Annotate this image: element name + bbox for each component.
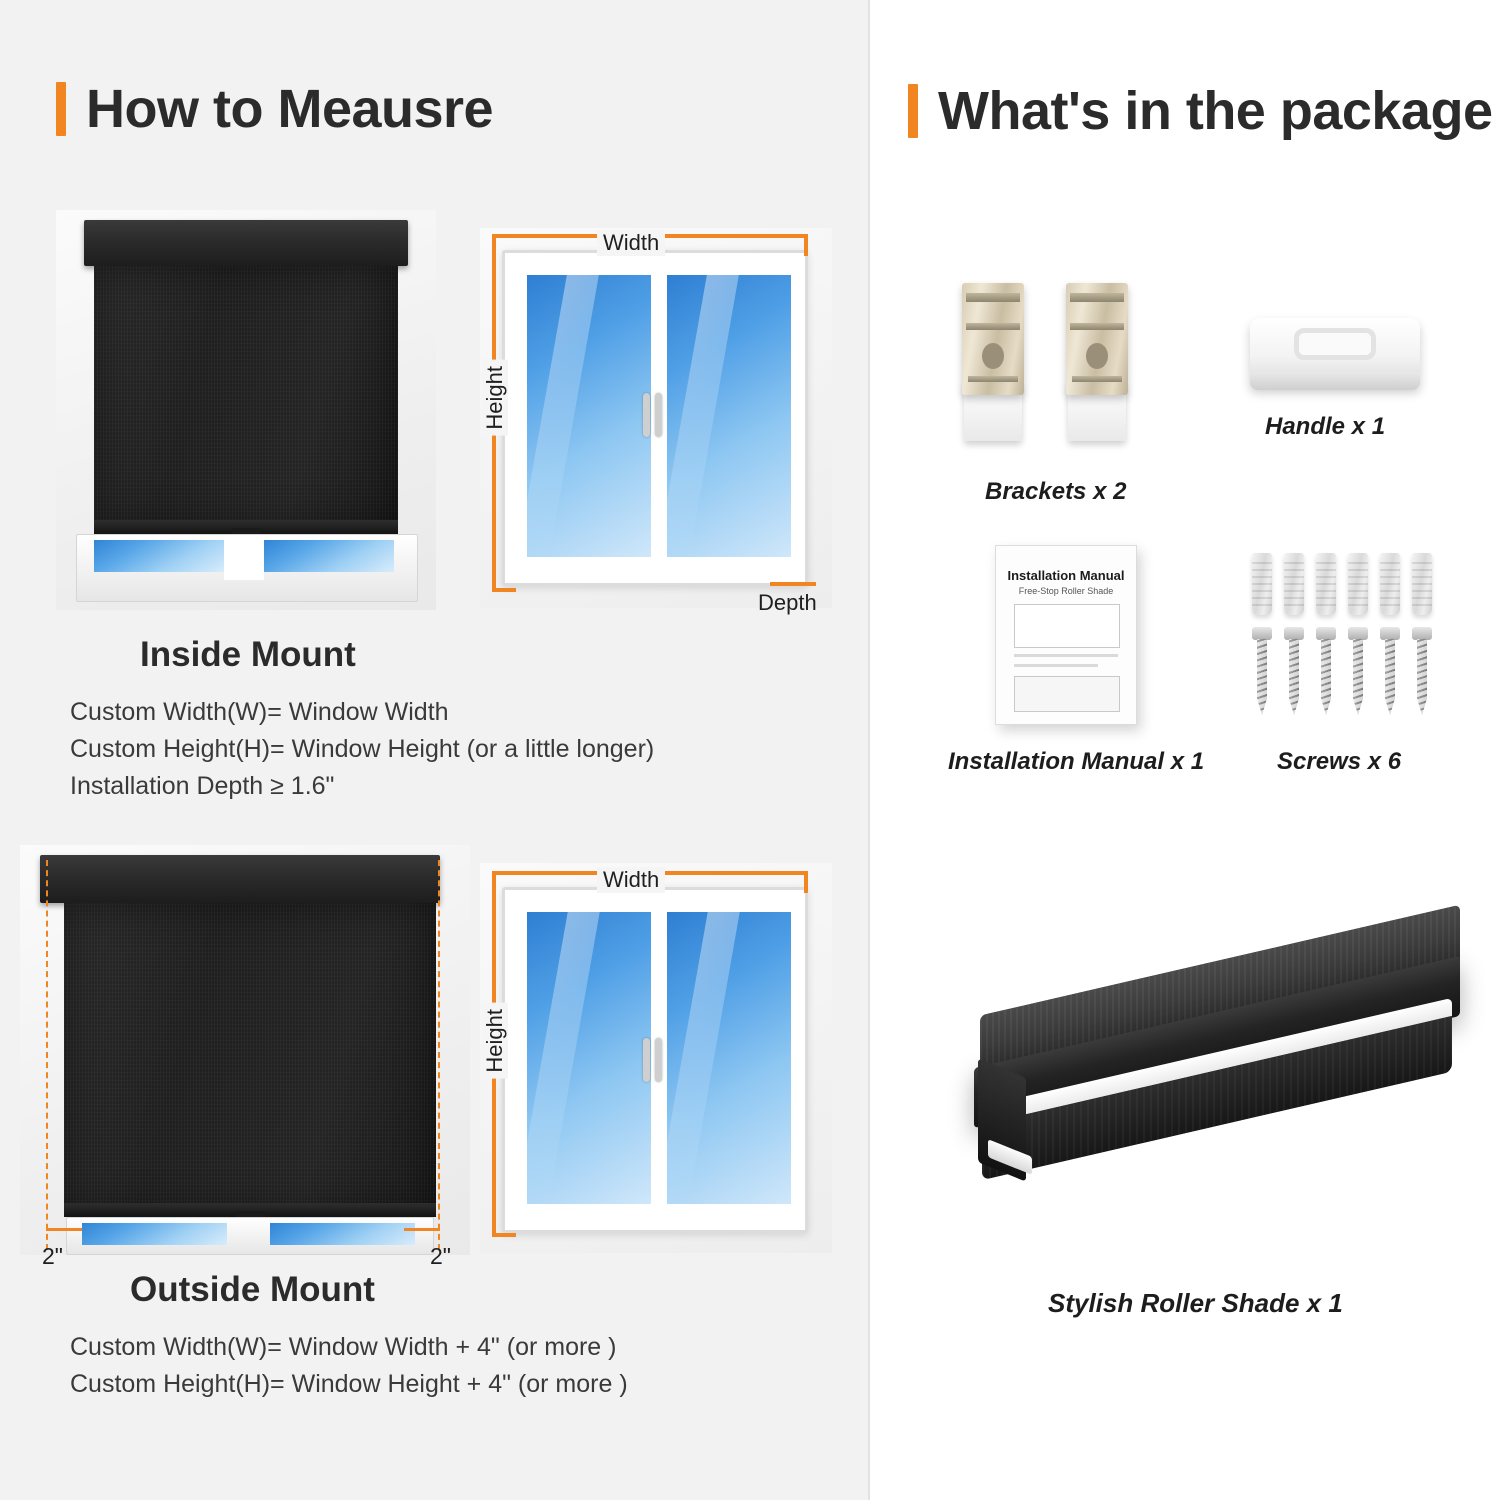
outside-shade-fabric [64,903,436,1213]
screws-illustration [1248,545,1438,725]
right-extension-guide [438,860,440,1250]
inside-valance [84,220,408,266]
brackets-illustration [950,275,1180,450]
width-label-outside: Width [597,867,665,893]
inside-mount-photo [56,210,436,610]
manual-subtitle: Free-Stop Roller Shade [1018,586,1114,596]
package-title: What's in the package [938,81,1493,141]
screws-label: Screws x 6 [1277,748,1402,775]
brackets-label: Brackets x 2 [985,478,1127,505]
inside-mount-line-1: Custom Width(W)= Window Width [70,698,449,726]
window-sash-left-outside [517,902,661,1214]
height-label: Height [482,360,508,436]
manual-label: Installation Manual x 1 [948,748,1205,775]
window-frame [502,250,808,586]
outside-mount-diagram [470,845,840,1255]
left-extension-label: 2" [42,1243,63,1269]
outside-mount-line-2: Custom Height(H)= Window Height + 4" (or more ) [70,1370,628,1398]
window-handle-right-icon [655,393,662,437]
window-handle-right-outside-icon [655,1038,662,1082]
package-heading [908,80,1492,142]
inside-mount-line-2: Custom Height(H)= Window Height (or a little longer) [70,735,655,763]
window-sash-left [517,265,661,567]
inside-mount-diagram [470,210,840,615]
window-handle-left-icon [643,393,650,437]
window-sash-right-outside [657,902,801,1214]
accent-bar-package-icon [908,84,918,138]
how-to-measure-title: How to Meausre [86,79,494,139]
width-label: Width [597,230,665,256]
outside-mount-line-1: Custom Width(W)= Window Width + 4" (or more ) [70,1333,617,1361]
roller-shade-label: Stylish Roller Shade x 1 [1048,1288,1343,1318]
outside-mount-photo [20,845,470,1255]
inside-shade-fabric [94,266,398,528]
accent-bar-icon [56,82,66,136]
handle-label: Handle x 1 [1265,413,1386,440]
manual-title: Installation Manual [1007,568,1125,583]
panel-divider [868,0,870,1500]
manual-illustration [995,545,1137,725]
depth-label: Depth [758,590,817,615]
outside-mount-title: Outside Mount [130,1270,375,1309]
inside-mount-title: Inside Mount [140,635,356,674]
window-handle-left-outside-icon [643,1038,650,1082]
window-frame-outside [502,887,808,1233]
depth-dimension-line [770,582,816,586]
left-extension-guide [46,860,48,1250]
handle-illustration [1250,310,1430,400]
height-label-outside: Height [482,1003,508,1079]
how-to-measure-heading [56,78,493,140]
inside-mount-line-3: Installation Depth ≥ 1.6" [70,772,335,800]
roller-shade-illustration [960,900,1480,1230]
right-extension-label: 2" [430,1243,451,1269]
outside-valance [40,855,440,903]
window-sash-right [657,265,801,567]
